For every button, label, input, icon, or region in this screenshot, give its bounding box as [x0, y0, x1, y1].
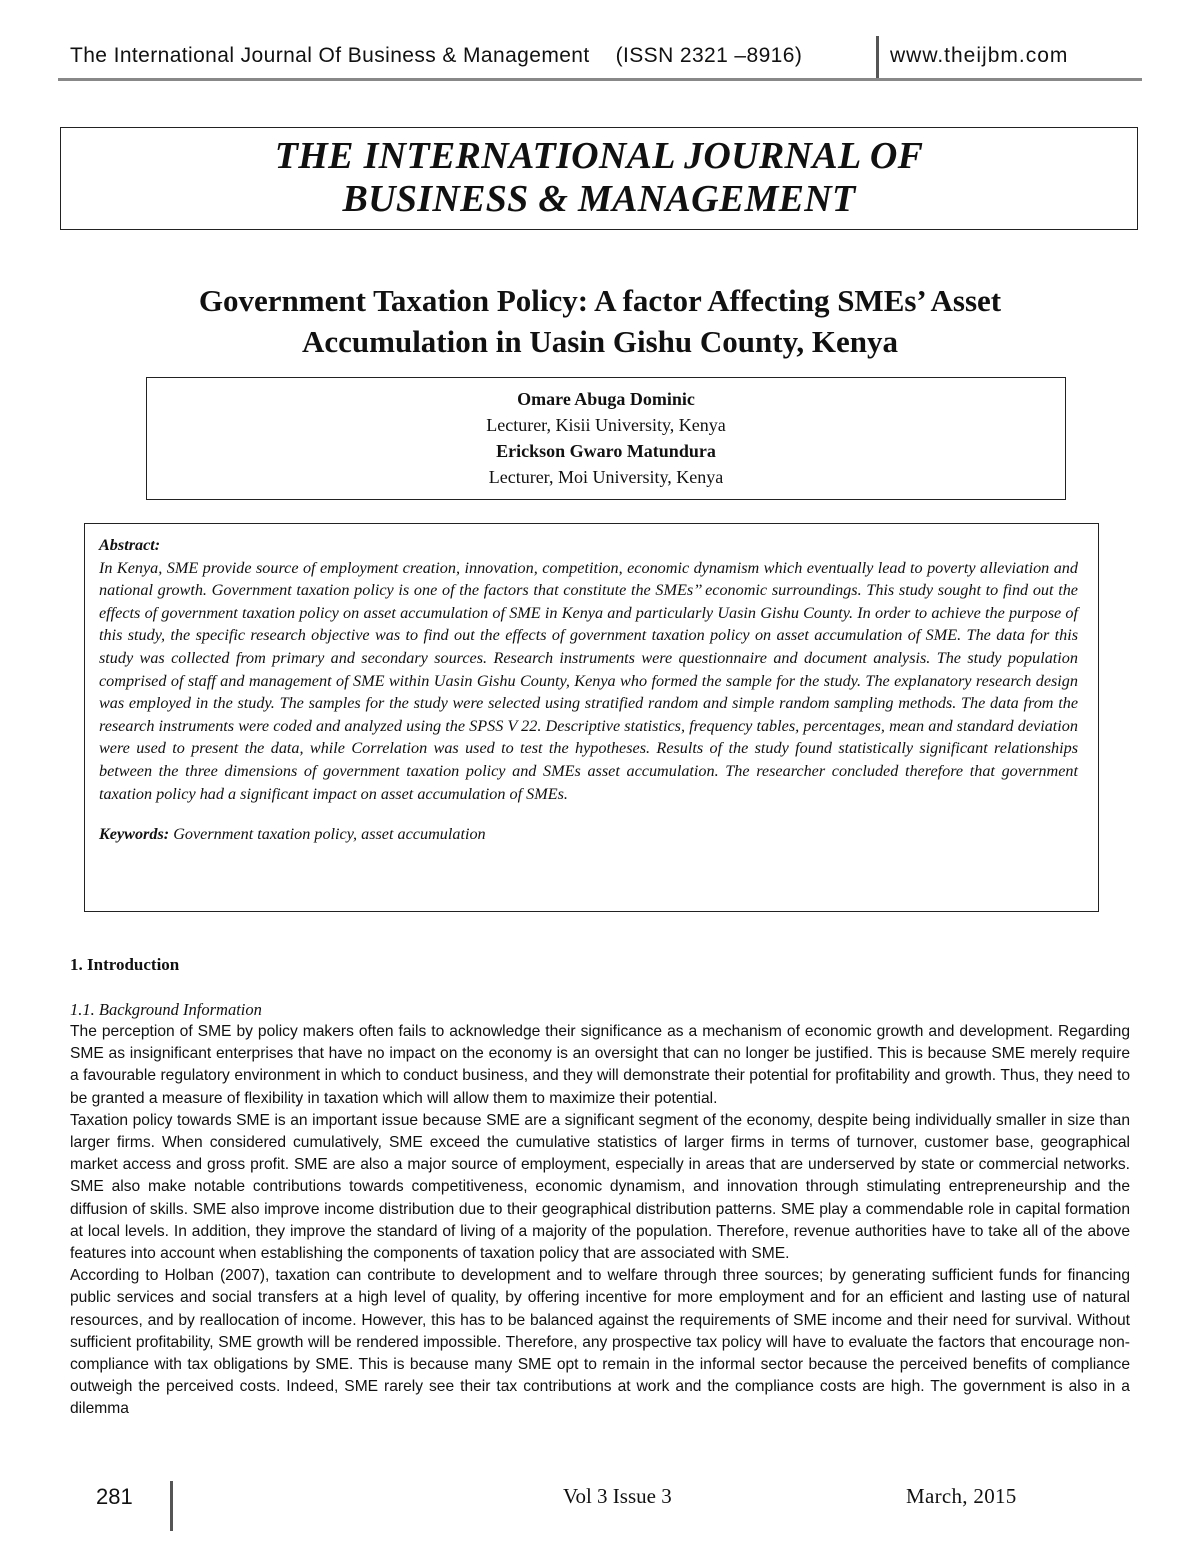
paragraph: According to Holban (2007), taxation can contribute to development and to welfare through three sources; by generating sufficient funds for financing public services and social transfers at a high level of quality, by offering incentive for more employment and for an efficient and lasting use of natural resources, and by reallocation of income. However, this has to be balanced against the requirements of SME income and their need for survival. Without sufficient profitability, SME growth will be rendered impossible. Therefore, any prospective tax policy will have to evaluate the factors that encourage non-compliance with tax obligations by SME. This is because many SME opt to remain in the informal sector because the perceived benefits of compliance outweigh the perceived costs. Indeed, SME rarely see their tax contributions at work and the compliance costs are high. The government is also in a dilemma: [70, 1267, 1130, 1418]
journal-url: www.theijbm.com: [890, 44, 1069, 67]
keywords-text: Government taxation policy, asset accumulation: [173, 825, 486, 844]
author-affiliation: Lecturer, Kisii University, Kenya: [486, 415, 726, 435]
footer-divider: [170, 1481, 173, 1531]
author-name: Erickson Gwaro Matundura: [496, 441, 716, 461]
journal-masthead: [60, 127, 1138, 230]
issn: (ISSN 2321 –8916): [615, 44, 803, 67]
section-heading: 1. Introduction: [70, 955, 180, 974]
journal-name: The International Journal Of Business & Management: [70, 44, 590, 67]
authors-box: [146, 377, 1066, 500]
abstract-heading: Abstract:: [99, 536, 161, 554]
abstract-text: In Kenya, SME provide source of employment creation, innovation, competition, economic dynamism which eventually lead to poverty alleviation and national growth. Government taxation policy is one of the factors that constitute the SMEs’’ economic surroundings. This study sought to find out the effects of government taxation policy on asset accumulation of SME in Kenya and particularly Uasin Gishu County. In order to achieve the purpose of this study, the specific research objective was to find out the effects of government taxation policy on asset accumulation of SME. The data for this study was collected from primary and secondary sources. Research instruments were questionnaire and document analysis. The study population comprised of staff and management of SME within Uasin Gishu County, Kenya who formed the sample for the study. The explanatory research design was employed in the study. The samples for the study were selected using stratified random and simple random sampling methods. The data from the research instruments were coded and analyzed using the SPSS V 22. Descriptive statistics, frequency tables, percentages, mean and standard deviation were used to present the data, while Correlation was used to test the hypotheses. Results of the study found statistically significant relationships between the three dimensions of government taxation policy and SMEs asset accumulation. The researcher concluded therefore that government taxation policy had a significant impact on asset accumulation of SMEs.: [99, 558, 1078, 803]
paragraph: The perception of SME by policy makers often fails to acknowledge their significance as a mechanism of economic growth and development. Regarding SME as insignificant enterprises that have no impact on the economy is an oversight that can no longer be justified. This is because SME merely require a favourable regulatory environment in which to conduct business, and they will demonstrate their potential for profitability and growth. Thus, they need to be granted a measure of flexibility in taxation which will allow them to maximize their potential.: [70, 1023, 1130, 1107]
paper-title-line-1: Government Taxation Policy: A factor Affecting SMEs’ Asset: [198, 283, 1002, 318]
page-number: 281: [96, 1484, 133, 1509]
running-header: [70, 44, 802, 68]
masthead-line-1: THE INTERNATIONAL JOURNAL OF: [274, 135, 924, 177]
abstract-box: [84, 523, 1099, 912]
keywords-label: Keywords:: [99, 825, 170, 844]
keywords: [99, 823, 1078, 846]
masthead-line-2: BUSINESS & MANAGEMENT: [342, 178, 856, 220]
paper-title: [60, 280, 1140, 362]
paper-title-line-2: Accumulation in Uasin Gishu County, Kenya: [301, 324, 899, 359]
volume-issue: Vol 3 Issue 3: [563, 1484, 672, 1508]
header-rule: [58, 78, 1142, 81]
issue-date: March, 2015: [906, 1484, 1017, 1508]
author-name: Omare Abuga Dominic: [517, 389, 695, 409]
header-divider: [876, 36, 879, 80]
paragraph: Taxation policy towards SME is an important issue because SME are a significant segment of the economy, despite being individually smaller in size than larger firms. When considered cumulatively, SME exceed the cumulative statistics of larger firms in terms of turnover, customer base, geographical market access and gross profit. SME are also a major source of employment, especially in areas that are underserved by state or commercial networks. SME also make notable contributions towards competitiveness, economic dynamism, and innovation through stimulating entrepreneurship and the diffusion of skills. SME also improve income distribution due to their geographical distribution patterns. SME play a commendable role in capital formation at local levels. In addition, they improve the standard of living of a majority of the population. Therefore, revenue authorities have to take all of the above features into account when establishing the components of taxation policy that are associated with SME.: [70, 1111, 1130, 1263]
body-text: [70, 1021, 1130, 1421]
author-affiliation: Lecturer, Moi University, Kenya: [488, 467, 724, 487]
subsection-heading: 1.1. Background Information: [70, 1000, 262, 1019]
